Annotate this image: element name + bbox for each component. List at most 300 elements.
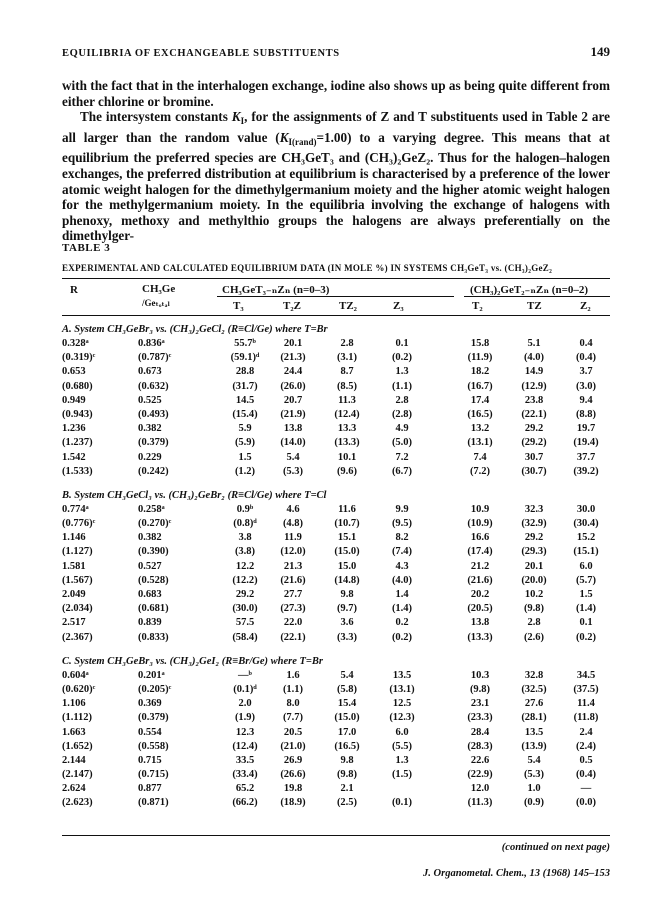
table-cell: (8.5) bbox=[336, 380, 358, 392]
table-cell: (10.9) bbox=[467, 518, 493, 530]
table-cell: (1.237) bbox=[62, 437, 93, 449]
table-cell: (2.4) bbox=[575, 740, 597, 752]
table-cell: (39.2) bbox=[573, 465, 599, 477]
table-cell: (29.2) bbox=[521, 437, 547, 449]
table-cell: (17.4) bbox=[467, 546, 493, 558]
table-cell: 0.683 bbox=[138, 589, 162, 600]
table-cell: (0.943) bbox=[62, 408, 93, 420]
table-row bbox=[62, 768, 610, 782]
table-row bbox=[62, 380, 610, 394]
table-cell: (14.0) bbox=[280, 437, 306, 449]
table-cell: 11.4 bbox=[577, 698, 595, 710]
table-cell: (21.3) bbox=[280, 352, 306, 364]
table-cell: 1.106 bbox=[62, 698, 86, 710]
paragraph-1: with the fact that in the interhalogen exchange, iodine also shows up as being quite different from either chlorine or bromine. bbox=[62, 78, 610, 109]
table-cell: 12.0 bbox=[470, 783, 490, 795]
table-cell: (0.0) bbox=[575, 797, 597, 809]
table-cell: 1.581 bbox=[62, 560, 86, 572]
table-cell: 28.8 bbox=[235, 366, 255, 378]
table-cell: (21.6) bbox=[467, 574, 493, 586]
table-cell: 0.2 bbox=[395, 617, 409, 629]
table-cell: (0.776)ᶜ bbox=[62, 518, 96, 530]
table-cell: (0.2) bbox=[575, 631, 597, 643]
table-cell: — bbox=[580, 783, 592, 795]
table-cell: 13.5 bbox=[392, 669, 412, 681]
table-cell: 22.6 bbox=[470, 754, 490, 766]
table-cell: (1.652) bbox=[62, 740, 93, 752]
table-cell: (32.9) bbox=[521, 518, 547, 530]
table-label: TABLE 3 bbox=[62, 242, 111, 254]
header-bottom-rule bbox=[62, 315, 610, 316]
table-cell: 0.673 bbox=[138, 366, 162, 378]
table-cell: (21.0) bbox=[280, 740, 306, 752]
table-cell: 2.8 bbox=[340, 338, 354, 349]
table-row bbox=[62, 531, 610, 545]
table-cell: (5.8) bbox=[336, 683, 358, 695]
table-cell: (3.0) bbox=[575, 380, 597, 392]
header-t2: T₂ bbox=[472, 300, 483, 312]
table-cell: (66.2) bbox=[232, 797, 258, 809]
table-row bbox=[62, 365, 610, 379]
table-cell: 1.5 bbox=[579, 589, 593, 600]
table-cell: 0.554 bbox=[138, 726, 162, 738]
table-cell: 21.2 bbox=[470, 560, 490, 572]
table-cell: 1.146 bbox=[62, 532, 86, 544]
table-cell: (5.5) bbox=[391, 740, 413, 752]
k-rand-subscript: I(rand) bbox=[288, 136, 317, 147]
table-cell: 29.2 bbox=[524, 532, 544, 544]
table-cell: (4.8) bbox=[282, 518, 304, 530]
table-cell: (20.5) bbox=[467, 603, 493, 615]
table-row bbox=[62, 782, 610, 796]
table-cell: (0.4) bbox=[575, 352, 597, 364]
table-cell: 34.5 bbox=[576, 669, 596, 681]
table-cell: 10.1 bbox=[337, 451, 357, 463]
table-cell: 11.3 bbox=[338, 394, 356, 406]
table-cell: (0.379) bbox=[138, 437, 169, 449]
table-cell: (12.9) bbox=[521, 380, 547, 392]
table-cell: (37.5) bbox=[573, 683, 599, 695]
table-cell: (58.4) bbox=[232, 631, 258, 643]
section-title: A. System CH₃GeBr₃ vs. (CH₃)₂GeCl₂ (R≡Cl/Ge) where T=Br bbox=[62, 324, 328, 335]
table-cell: (15.4) bbox=[232, 408, 258, 420]
table-cell: (22.1) bbox=[521, 408, 547, 420]
header-tz2: TZ₂ bbox=[339, 300, 357, 312]
table-cell: 55.7ᵇ bbox=[234, 338, 256, 349]
table-cell: 15.8 bbox=[470, 338, 490, 349]
table-row bbox=[62, 754, 610, 768]
table-cell: 15.0 bbox=[337, 560, 357, 572]
table-cell: 5.4 bbox=[340, 669, 354, 681]
table-cell: (5.3) bbox=[282, 465, 304, 477]
table-cell: 32.3 bbox=[524, 503, 544, 515]
table-cell: 33.5 bbox=[235, 754, 255, 766]
table-cell: (7.7) bbox=[282, 712, 304, 724]
table-cell: 3.7 bbox=[579, 366, 593, 378]
table-row bbox=[62, 517, 610, 531]
table-cell: 5.4 bbox=[527, 754, 541, 766]
table-row bbox=[62, 711, 610, 725]
table-cell: (9.8) bbox=[523, 603, 545, 615]
table-cell: 14.9 bbox=[524, 366, 544, 378]
table-cell: (13.9) bbox=[521, 740, 547, 752]
table-cell: 5.1 bbox=[527, 338, 541, 349]
table-cell: (11.3) bbox=[467, 797, 493, 809]
table-cell: (2.034) bbox=[62, 603, 93, 615]
table-cell: 0.877 bbox=[138, 783, 162, 795]
table-cell: 0.369 bbox=[138, 698, 162, 710]
table-cell: (9.8) bbox=[469, 683, 491, 695]
k-rand-symbol: K bbox=[279, 129, 289, 145]
table-cell: (7.2) bbox=[469, 465, 491, 477]
table-cell: 13.8 bbox=[470, 617, 490, 629]
table-cell: (3.8) bbox=[234, 546, 256, 558]
table-cell: 0.4 bbox=[579, 338, 593, 349]
table-cell: 9.8 bbox=[340, 754, 354, 766]
table-cell: (13.1) bbox=[467, 437, 493, 449]
table-row bbox=[62, 602, 610, 616]
table-cell: (15.1) bbox=[573, 546, 599, 558]
table-cell: (18.9) bbox=[280, 797, 306, 809]
table-cell: (0.528) bbox=[138, 574, 169, 586]
table-cell: 65.2 bbox=[235, 783, 255, 795]
table-cell: 4.6 bbox=[286, 503, 300, 515]
table-cell: 2.8 bbox=[527, 617, 541, 629]
table-cell: 20.1 bbox=[283, 338, 303, 349]
table-cell: 17.4 bbox=[470, 394, 490, 406]
table-cell: (1.4) bbox=[575, 603, 597, 615]
table-cell: (19.4) bbox=[573, 437, 599, 449]
table-cell: (2.5) bbox=[336, 797, 358, 809]
table-row bbox=[62, 588, 610, 602]
table-cell: (0.632) bbox=[138, 380, 169, 392]
table-cell: 26.9 bbox=[283, 754, 303, 766]
table-cell: (0.390) bbox=[138, 546, 169, 558]
table-cell: 13.2 bbox=[470, 423, 490, 435]
table-cell: 27.7 bbox=[283, 589, 303, 600]
table-cell: (12.4) bbox=[334, 408, 360, 420]
table-cell: 12.5 bbox=[392, 698, 412, 710]
running-title: EQUILIBRIA OF EXCHANGEABLE SUBSTITUENTS bbox=[62, 48, 340, 59]
table-cell: (26.6) bbox=[280, 769, 306, 781]
table-cell: 8.7 bbox=[340, 366, 354, 378]
table-cell: 7.2 bbox=[395, 451, 409, 463]
table-cell: 7.4 bbox=[473, 451, 487, 463]
paragraph-2-part-b: , for the assignments of Z and T substituents used in Table 2 are all larger than the random value ( bbox=[62, 109, 610, 145]
table-cell: (0.833) bbox=[138, 631, 169, 643]
table-cell: 0.949 bbox=[62, 394, 86, 406]
table-cell: (30.0) bbox=[232, 603, 258, 615]
table-cell: (4.0) bbox=[523, 352, 545, 364]
header-r: R bbox=[70, 284, 78, 296]
k-symbol: K bbox=[231, 109, 241, 125]
table-cell: 1.663 bbox=[62, 726, 86, 738]
header-group1: CH₃GeT₃₋ₙZₙ (n=0–3) bbox=[222, 284, 330, 296]
table-cell: 1.542 bbox=[62, 451, 86, 463]
table-cell: 19.8 bbox=[283, 783, 303, 795]
table-cell: 8.0 bbox=[286, 698, 300, 710]
table-cell: (0.680) bbox=[62, 380, 93, 392]
table-cell: 1.236 bbox=[62, 423, 86, 435]
table-cell: 0.1 bbox=[579, 617, 593, 629]
table-row bbox=[62, 451, 610, 465]
table-cell: —ᵇ bbox=[238, 669, 252, 681]
table-cell: 4.9 bbox=[395, 423, 409, 435]
table-cell: 12.3 bbox=[235, 726, 255, 738]
table-cell: 0.715 bbox=[138, 754, 162, 766]
table-cell: 2.517 bbox=[62, 617, 86, 629]
table-cell: 6.0 bbox=[395, 726, 409, 738]
table-cell: (16.5) bbox=[467, 408, 493, 420]
table-cell: (33.4) bbox=[232, 769, 258, 781]
table-cell: 2.624 bbox=[62, 783, 86, 795]
table-bottom-rule bbox=[62, 835, 610, 836]
table-cell: (8.8) bbox=[575, 408, 597, 420]
table-cell: (0.270)ᶜ bbox=[138, 518, 172, 530]
table-cell: 9.8 bbox=[340, 589, 354, 600]
table-cell: (16.7) bbox=[467, 380, 493, 392]
table-cell: (59.1)ᵈ bbox=[230, 352, 260, 364]
table-cell: (13.1) bbox=[389, 683, 415, 695]
table-cell: 17.0 bbox=[337, 726, 357, 738]
table-cell: (9.8) bbox=[336, 769, 358, 781]
table-cell: 32.8 bbox=[524, 669, 544, 681]
table-cell: 21.3 bbox=[283, 560, 303, 572]
table-cell: (10.7) bbox=[334, 518, 360, 530]
k-subscript: I bbox=[240, 116, 245, 127]
table-cell: 20.5 bbox=[283, 726, 303, 738]
table-cell: 6.0 bbox=[579, 560, 593, 572]
table-row bbox=[62, 740, 610, 754]
table-cell: 13.3 bbox=[337, 423, 357, 435]
table-cell: (9.7) bbox=[336, 603, 358, 615]
table-cell: 1.6 bbox=[286, 669, 300, 681]
table-cell: 0.229 bbox=[138, 451, 162, 463]
table-cell: (23.3) bbox=[467, 712, 493, 724]
table-row bbox=[62, 574, 610, 588]
table-cell: (0.379) bbox=[138, 712, 169, 724]
table-cell: (22.9) bbox=[467, 769, 493, 781]
table-cell: 11.9 bbox=[284, 532, 302, 544]
table-cell: 2.1 bbox=[340, 783, 354, 795]
table-cell: (12.3) bbox=[389, 712, 415, 724]
table-cell: 10.9 bbox=[470, 503, 490, 515]
table-cell: 2.049 bbox=[62, 589, 86, 600]
table-cell: (0.242) bbox=[138, 465, 169, 477]
table-cell: (12.2) bbox=[232, 574, 258, 586]
table-cell: (0.715) bbox=[138, 769, 169, 781]
table-cell: 0.839 bbox=[138, 617, 162, 629]
table-cell: (3.3) bbox=[336, 631, 358, 643]
table-cell: (0.871) bbox=[138, 797, 169, 809]
header-t2z: T₂Z bbox=[283, 300, 301, 312]
table-cell: (28.1) bbox=[521, 712, 547, 724]
table-body bbox=[62, 323, 610, 811]
table-cell: 1.5 bbox=[238, 451, 252, 463]
table-row bbox=[62, 337, 610, 351]
journal-citation: J. Organometal. Chem., 13 (1968) 145–153 bbox=[423, 868, 610, 879]
table-cell: (0.2) bbox=[391, 631, 413, 643]
header-group2: (CH₃)₂GeT₂₋ₙZₙ (n=0–2) bbox=[470, 284, 589, 296]
table-cell: 2.144 bbox=[62, 754, 86, 766]
table-row bbox=[62, 503, 610, 517]
header-tz: TZ bbox=[527, 300, 542, 312]
table-row bbox=[62, 408, 610, 422]
body-text bbox=[62, 78, 610, 244]
table-cell: (3.1) bbox=[336, 352, 358, 364]
table-row bbox=[62, 669, 610, 683]
table-cell: (0.787)ᶜ bbox=[138, 352, 172, 364]
table-cell: 2.0 bbox=[238, 698, 252, 710]
table-row bbox=[62, 726, 610, 740]
table-cell: 3.6 bbox=[340, 617, 354, 629]
table-cell: (0.681) bbox=[138, 603, 169, 615]
group1-rule bbox=[217, 296, 454, 297]
table-cell: 0.258ᵃ bbox=[138, 503, 165, 515]
table-cell: 0.774ᵃ bbox=[62, 503, 89, 515]
table-cell: (0.8)ᵈ bbox=[233, 518, 257, 530]
table-cell: (31.7) bbox=[232, 380, 258, 392]
table-cell: (0.1)ᵈ bbox=[233, 683, 257, 695]
table-cell: (0.558) bbox=[138, 740, 169, 752]
table-cell: 24.4 bbox=[283, 366, 303, 378]
table-cell: 37.7 bbox=[576, 451, 596, 463]
table-cell: (26.0) bbox=[280, 380, 306, 392]
table-cell: (6.7) bbox=[391, 465, 413, 477]
table-cell: 57.5 bbox=[235, 617, 255, 629]
table-cell: 28.4 bbox=[470, 726, 490, 738]
table-cell: 0.653 bbox=[62, 366, 86, 378]
table-cell: (5.9) bbox=[234, 437, 256, 449]
table-row bbox=[62, 422, 610, 436]
table-cell: (1.127) bbox=[62, 546, 93, 558]
table-row bbox=[62, 560, 610, 574]
table-cell: 0.382 bbox=[138, 532, 162, 544]
paragraph-2-part-c: =1.00) to a varying degree. This means that at equilibrium the preferred species are CH₃GeT₃ and (CH₃)₂GeZ₂. Thus for the halogen–halogen exchanges, the preferred distribution at equilibrium is characterised by a preference of the lower atomic weight halogen for the dimethylgermanium moiety and the higher atomic weight halogen for the methylgermanium moiety. In the equilibria involving the exchange of halogens with phenoxy, methoxy and methylthio groups the halogens are always preferentially on the dimethylger- bbox=[62, 129, 610, 244]
table-cell: 15.1 bbox=[337, 532, 357, 544]
table-cell: (15.0) bbox=[334, 546, 360, 558]
table-cell: 29.2 bbox=[235, 589, 255, 600]
table-cell: 19.7 bbox=[576, 423, 596, 435]
table-cell: 29.2 bbox=[524, 423, 544, 435]
table-cell: 13.5 bbox=[524, 726, 544, 738]
table-cell: (21.6) bbox=[280, 574, 306, 586]
table-cell: (9.6) bbox=[336, 465, 358, 477]
table-cell: (21.9) bbox=[280, 408, 306, 420]
table-cell: 0.328ᵃ bbox=[62, 338, 89, 349]
table-cell: 1.4 bbox=[395, 589, 409, 600]
table-cell: 20.2 bbox=[470, 589, 490, 600]
table-cell: (0.2) bbox=[391, 352, 413, 364]
table-cell: (22.1) bbox=[280, 631, 306, 643]
table-row bbox=[62, 436, 610, 450]
table-cell: (0.1) bbox=[391, 797, 413, 809]
table-cell: (5.3) bbox=[523, 769, 545, 781]
table-cell: (1.2) bbox=[234, 465, 256, 477]
table-cell: (1.4) bbox=[391, 603, 413, 615]
table-cell: 1.0 bbox=[527, 783, 541, 795]
table-cell: (5.0) bbox=[391, 437, 413, 449]
table-cell: (2.147) bbox=[62, 769, 93, 781]
table-row bbox=[62, 616, 610, 630]
table-cell: 5.9 bbox=[238, 423, 252, 435]
table-row bbox=[62, 796, 610, 810]
table-cell: (5.7) bbox=[575, 574, 597, 586]
table-cell: 16.6 bbox=[470, 532, 490, 544]
table-cell: (1.9) bbox=[234, 712, 256, 724]
table-cell: 18.2 bbox=[470, 366, 490, 378]
table-cell: 0.604ᵃ bbox=[62, 669, 89, 681]
section-gap bbox=[62, 479, 610, 489]
table-cell: 0.525 bbox=[138, 394, 162, 406]
section-title: C. System CH₃GeBr₃ vs. (CH₃)₂GeI₂ (R≡Br/Ge) where T=Br bbox=[62, 655, 323, 667]
table-cell: (32.5) bbox=[521, 683, 547, 695]
table-cell: (0.319)ᶜ bbox=[62, 352, 96, 364]
header-z2: Z₂ bbox=[580, 300, 591, 312]
table-cell: 8.2 bbox=[395, 532, 409, 544]
table-cell: (27.3) bbox=[280, 603, 306, 615]
table-cell: (2.367) bbox=[62, 631, 93, 643]
table-row bbox=[62, 683, 610, 697]
table-cell: 30.7 bbox=[524, 451, 544, 463]
table-row bbox=[62, 697, 610, 711]
table-cell: (7.4) bbox=[391, 546, 413, 558]
table-cell: 10.3 bbox=[470, 669, 490, 681]
table-cell: 11.6 bbox=[338, 503, 356, 515]
table-cell: (2.6) bbox=[523, 631, 545, 643]
table-cell: 13.8 bbox=[283, 423, 303, 435]
table-cell: 5.4 bbox=[286, 451, 300, 463]
table-cell: (14.8) bbox=[334, 574, 360, 586]
table-cell: 0.9ᵇ bbox=[236, 503, 254, 515]
table-cell: (1.567) bbox=[62, 574, 93, 586]
continued-note: (continued on next page) bbox=[501, 842, 610, 853]
table-cell: (29.3) bbox=[521, 546, 547, 558]
table-cell: 1.3 bbox=[395, 754, 409, 766]
table-cell: (4.0) bbox=[391, 574, 413, 586]
table-cell: 22.0 bbox=[283, 617, 303, 629]
table-cell: (0.493) bbox=[138, 408, 169, 420]
table-cell: 2.8 bbox=[395, 394, 409, 406]
table-cell: (1.1) bbox=[391, 380, 413, 392]
table-cell: 0.1 bbox=[395, 338, 409, 349]
table-cell: (28.3) bbox=[467, 740, 493, 752]
section-title: B. System CH₃GeCl₃ vs. (CH₃)₂GeBr₂ (R≡Cl/Ge) where T=Cl bbox=[62, 489, 327, 501]
table-cell: 23.1 bbox=[470, 698, 490, 710]
running-header bbox=[62, 44, 610, 60]
table-cell: (12.4) bbox=[232, 740, 258, 752]
table-cell: 23.8 bbox=[524, 394, 544, 406]
table-caption: EXPERIMENTAL AND CALCULATED EQUILIBRIUM DATA (IN MOLE %) IN SYSTEMS CH₃GeT₃ vs. (CH₃)₂GeZ₂ bbox=[62, 263, 553, 273]
table-top-rule bbox=[62, 278, 610, 279]
table-row bbox=[62, 351, 610, 365]
table-cell: 30.0 bbox=[576, 503, 596, 515]
table-cell: (0.4) bbox=[575, 769, 597, 781]
table-cell: 14.5 bbox=[235, 394, 255, 406]
table-cell: (0.620)ᶜ bbox=[62, 683, 96, 695]
table-cell: 3.8 bbox=[238, 532, 252, 544]
table-cell: (12.0) bbox=[280, 546, 306, 558]
table-cell: (2.623) bbox=[62, 797, 93, 809]
table-cell: (16.5) bbox=[334, 740, 360, 752]
table-cell: 0.201ᵃ bbox=[138, 669, 165, 681]
table-cell: 0.836ᵃ bbox=[138, 338, 165, 349]
table-cell: 20.7 bbox=[283, 394, 303, 406]
table-cell: (1.112) bbox=[62, 712, 93, 724]
table-cell: 9.9 bbox=[395, 503, 409, 515]
table-cell: 4.3 bbox=[395, 560, 409, 572]
table-cell: (30.4) bbox=[573, 518, 599, 530]
